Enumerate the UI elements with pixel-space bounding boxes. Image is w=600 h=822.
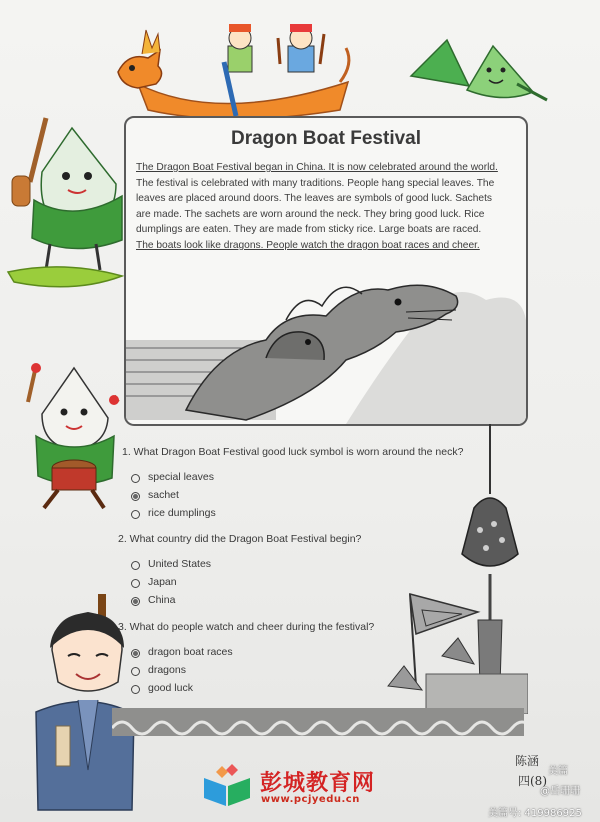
passage-line: leaves are placed around doors. The leaves are symbols of good luck. Sachets	[136, 193, 493, 205]
watermark-brand: 美篇	[548, 766, 568, 777]
watermark-id: 美篇号: 419986925	[488, 808, 582, 819]
q1-option-1-label: special leaves	[148, 471, 214, 483]
q2-option-3-radio[interactable]	[131, 597, 140, 606]
q3-option-3-radio[interactable]	[131, 685, 140, 694]
book-logo-icon	[200, 764, 254, 808]
page-title: Dragon Boat Festival	[230, 128, 422, 149]
sachet-and-flag-illustration	[382, 424, 528, 714]
q2-option-2-radio[interactable]	[131, 579, 140, 588]
wave-border-decoration	[112, 708, 524, 736]
watermark-author: @岳珊珊	[540, 786, 580, 797]
zongzi-drummer-drawing	[14, 362, 132, 512]
q1-option-2-label: sachet	[148, 489, 179, 501]
q2-option-3-label: China	[148, 594, 176, 606]
student-name-signature: 陈涵	[515, 754, 540, 768]
site-logo-name: 彭城教育网	[260, 771, 376, 796]
passage-line: dumplings are eaten. They are made from sticky rice. Large boats are raced.	[136, 224, 482, 236]
q3-option-1-radio[interactable]	[131, 649, 140, 658]
q1-option-3-radio[interactable]	[131, 510, 140, 519]
q3-option-3-label: good luck	[148, 682, 193, 694]
site-logo-url[interactable]: www.pcjyedu.cn	[261, 794, 360, 805]
question-3: 3. What do people watch and cheer during the festival?	[118, 621, 375, 633]
passage-line: are made. The sachets are worn around the neck. They bring good luck. Rice	[136, 208, 485, 220]
student-class-signature: 四(8)	[518, 774, 547, 788]
q2-option-2-label: Japan	[148, 576, 177, 588]
q2-option-1-label: United States	[148, 558, 212, 570]
q1-option-2-radio[interactable]	[131, 492, 140, 501]
q3-option-1-label: dragon boat races	[148, 646, 233, 658]
q3-option-2-radio[interactable]	[131, 667, 140, 676]
q2-option-1-radio[interactable]	[131, 561, 140, 570]
question-1: 1. What Dragon Boat Festival good luck symbol is worn around the neck?	[122, 446, 464, 458]
zongzi-top-right-drawing	[405, 36, 555, 108]
dragon-boat-race-illustration	[126, 270, 526, 424]
q1-option-3-label: rice dumplings	[148, 507, 216, 519]
passage-line: The festival is celebrated with many traditions. People hang special leaves. The	[136, 177, 495, 189]
reading-passage	[136, 160, 516, 254]
zongzi-paddle-character-drawing	[4, 112, 132, 294]
question-2: 2. What country did the Dragon Boat Festival begin?	[118, 533, 362, 545]
passage-line: The boats look like dragons. People watch the dragon boat races and cheer.	[136, 239, 480, 251]
q3-option-2-label: dragons	[148, 664, 186, 676]
reading-passage-panel	[124, 116, 528, 426]
dragon-boat-drawing	[108, 24, 358, 124]
q1-option-1-radio[interactable]	[131, 474, 140, 483]
passage-line: The Dragon Boat Festival began in China. It is now celebrated around the world.	[136, 162, 498, 173]
